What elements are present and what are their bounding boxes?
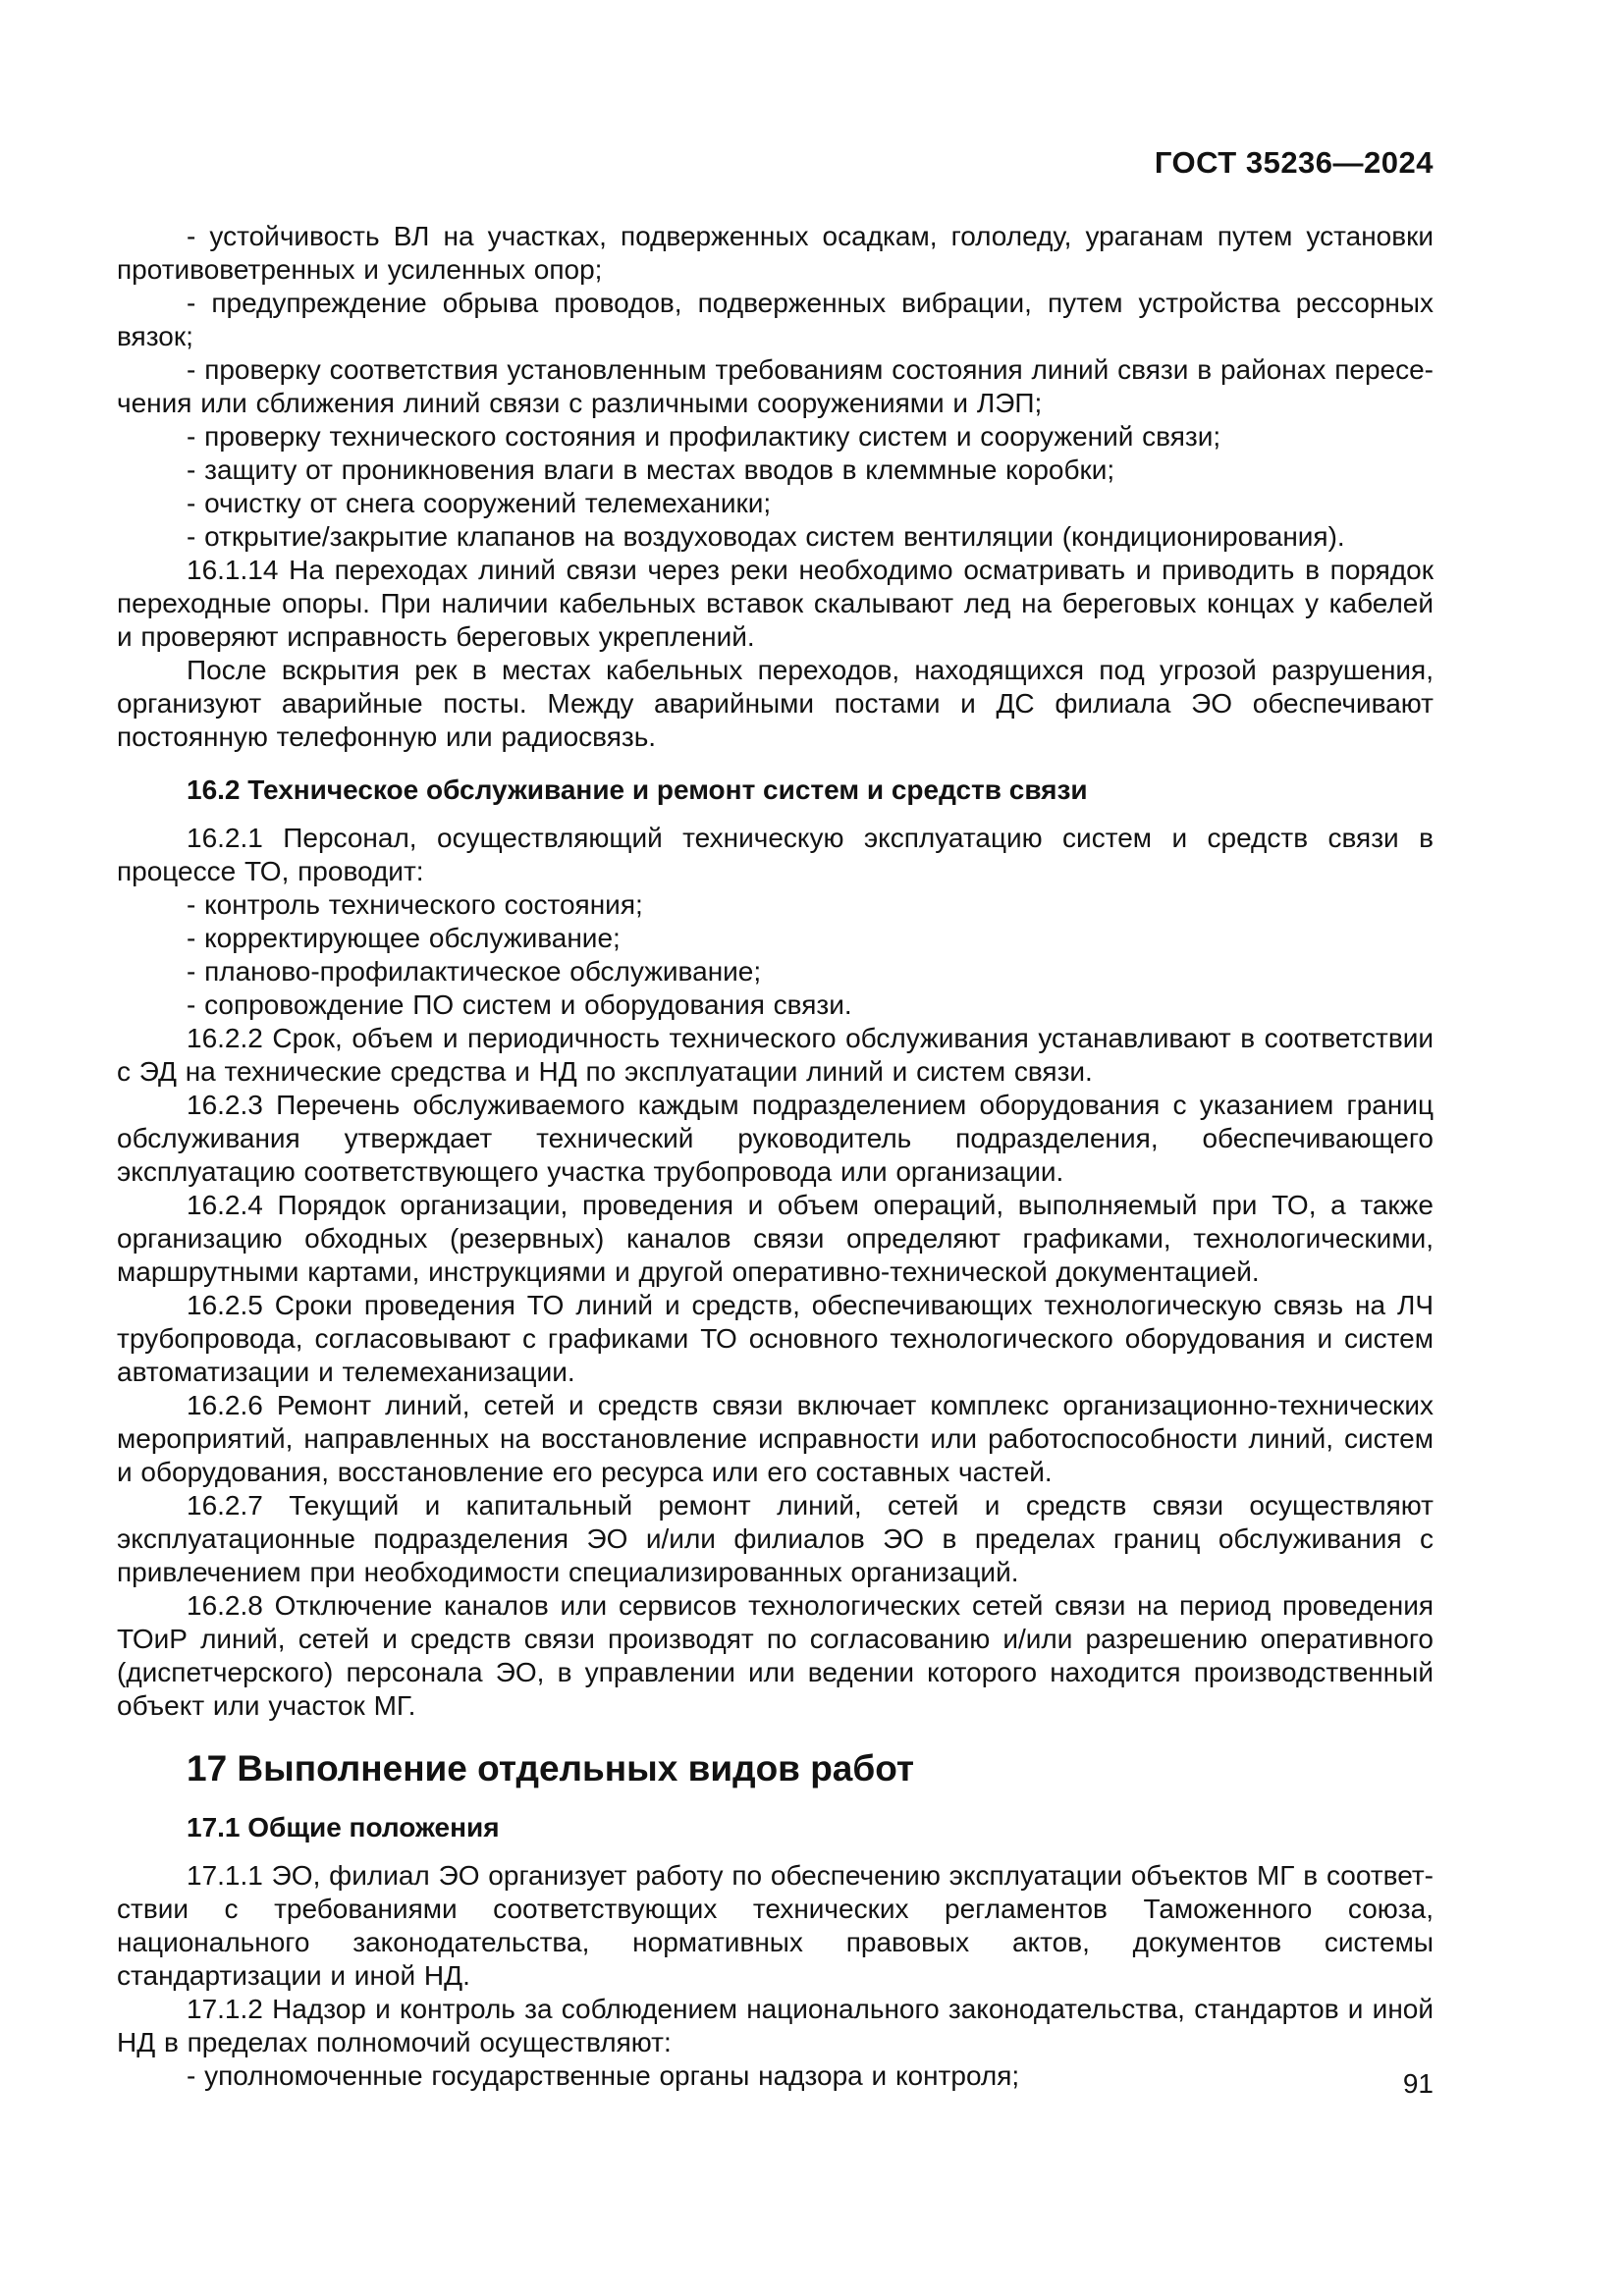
- list-item: - защиту от проникновения влаги в местах вводов в клеммные коробки;: [187, 454, 1115, 485]
- paragraph: 16.2.4 Порядок организации, проведения и объем операций, выполняемый при ТО, а также организацию обходных (резервных) каналов связи определяют графиками, технологическими, маршрутными картами, инструкциями и другой оперативно-технической документацией.: [117, 1190, 1434, 1287]
- paragraph: 16.2.1 Персонал, осуществляющий техническую эксплуатацию систем и средств связи в процессе ТО, проводит:: [117, 823, 1434, 886]
- list-item: - уполномоченные государственные органы надзора и контроля;: [187, 2060, 1020, 2091]
- running-header: ГОСТ 35236—2024: [1154, 145, 1434, 180]
- list-item: - проверку технического состояния и профилактику систем и сооружений связи;: [187, 421, 1221, 452]
- list-item: - контроль технического состояния;: [187, 889, 643, 920]
- paragraph: 16.2.7 Текущий и капитальный ремонт линий, сетей и средств связи осуществляют эксплуатационные подразделения ЭО и/или филиалов ЭО в пределах границ обслуживания с привлечением при необходимости специализированных организаций.: [117, 1490, 1434, 1587]
- paragraph: 16.2.5 Сроки проведения ТО линий и средств, обеспечивающих технологическую связь на ЛЧ трубопровода, согласовывают с графиками ТО основного технологического оборудования и систем автоматизации и телемеханизации.: [117, 1290, 1434, 1387]
- chapter-heading: 17 Выполнение отдельных видов работ: [187, 1748, 915, 1789]
- section-heading: 17.1 Общие положения: [187, 1812, 500, 1842]
- paragraph: 16.2.6 Ремонт линий, сетей и средств связи включает комплекс организационно-технических мероприятий, направленных на восстановление исправности или работоспособности линий, систем и оборудования, восстановление его ресурса или его составных частей.: [117, 1390, 1434, 1487]
- list-item: - планово-профилактическое обслуживание;: [187, 956, 762, 987]
- list-item: - очистку от снега сооружений телемеханики;: [187, 488, 772, 518]
- paragraph: После вскрытия рек в местах кабельных переходов, находящихся под угрозой разрушения, организуют аварийные посты. Между аварийными постами и ДС филиала ЭО обеспечивают постоянную телефонную или радиосвязь.: [117, 655, 1434, 752]
- paragraph: 17.1.2 Надзор и контроль за соблюдением национального законодательства, стандартов и иной НД в пределах полномочий осуществляют:: [117, 1994, 1434, 2057]
- page-number: 91: [1402, 2068, 1434, 2099]
- section-heading: 16.2 Техническое обслуживание и ремонт систем и средств связи: [187, 774, 1088, 805]
- list-item: - сопровождение ПО систем и оборудования связи.: [187, 989, 852, 1020]
- list-item: - проверку соответствия установленным требованиям состояния линий связи в районах пересечения или сближения линий связи с различными сооружениями и ЛЭП;: [117, 354, 1434, 418]
- document-body: [117, 220, 1434, 2093]
- paragraph: 17.1.1 ЭО, филиал ЭО организует работу по обеспечению эксплуатации объектов МГ в соответствии с требованиями соответствующих технических регламентов Таможенного союза, национального законодательства, нормативных правовых актов, документов системы стандартизации и иной НД.: [117, 1860, 1434, 1991]
- paragraph: 16.2.2 Срок, объем и периодичность технического обслуживания устанавливают в соответствии с ЭД на технические средства и НД по эксплуатации линий и систем связи.: [117, 1023, 1434, 1087]
- paragraph: 16.1.14 На переходах линий связи через реки необходимо осматривать и приводить в порядок переходные опоры. При наличии кабельных вставок скалывают лед на береговых концах у кабелей и проверяют исправность береговых укреплений.: [117, 555, 1434, 652]
- list-item: - предупреждение обрыва проводов, подверженных вибрации, путем устройства рессорных вязок;: [117, 288, 1434, 351]
- list-item: - устойчивость ВЛ на участках, подверженных осадкам, гололеду, ураганам путем установки противоветренных и усиленных опор;: [117, 221, 1434, 285]
- list-item: - корректирующее обслуживание;: [187, 923, 621, 953]
- list-item: - открытие/закрытие клапанов на воздуховодах систем вентиляции (кондиционирования).: [187, 521, 1345, 552]
- paragraph: 16.2.8 Отключение каналов или сервисов технологических сетей связи на период проведения ТОиР линий, сетей и средств связи производят по согласованию и/или разрешению оперативного (диспетчерского) персонала ЭО, в управлении или ведении которого находится производственный объект или участок МГ.: [117, 1590, 1434, 1721]
- paragraph: 16.2.3 Перечень обслуживаемого каждым подразделением оборудования с указанием границ обслуживания утверждает технический руководитель подразделения, обеспечивающего эксплуатацию соответствующего участка трубопровода или организации.: [117, 1090, 1434, 1187]
